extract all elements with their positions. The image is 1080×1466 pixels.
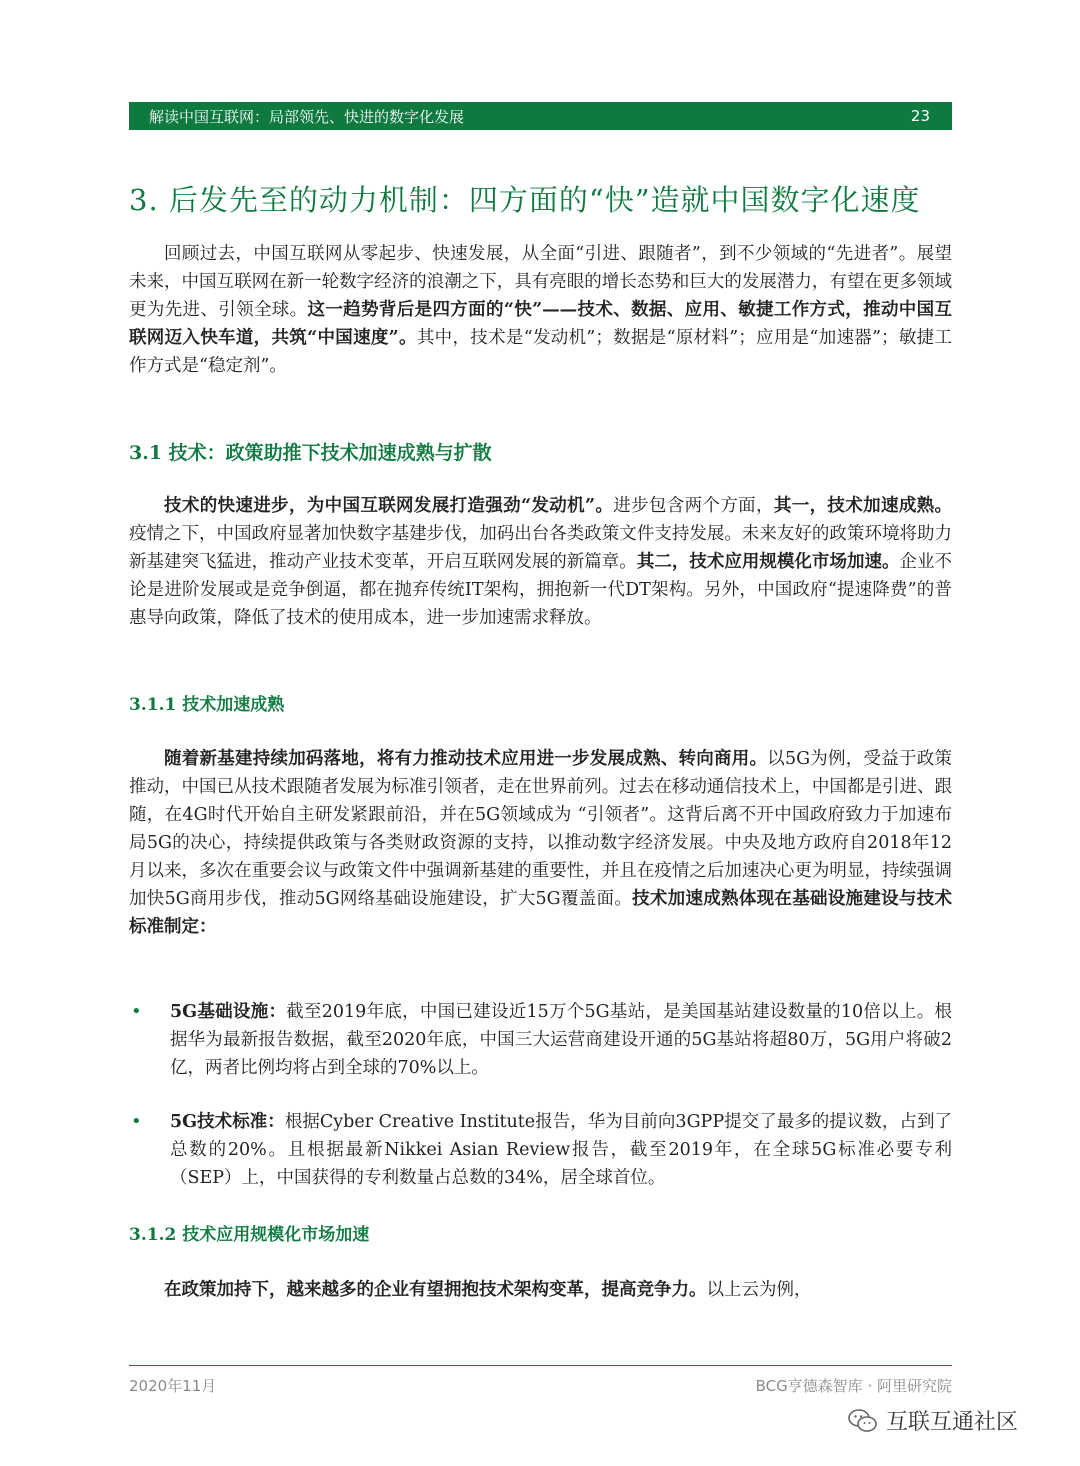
- bullet-icon: •: [131, 1001, 142, 1022]
- section-3-1-1-heading: 3.1.1 技术加速成熟: [129, 695, 285, 715]
- bullet-item: • 5G技术标准：根据Cyber Creative Institute报告，华为目前向3GPP提交了最多的提议数，占到了总数的20%。且根据最新Nikkei Asian Review报告，截至2019年，在全球5G标准必要专利（SEP）上，中国获得的专利数量占总数的34%，居全球首位。: [129, 1108, 952, 1192]
- section-3-1-paragraph: 技术的快速进步，为中国互联网发展打造强劲“发动机”。进步包含两个方面，其一，技术加速成熟。疫情之下，中国政府显著加快数字基建步伐，加码出台各类政策文件支持发展。未来友好的政策环境将助力新基建突飞猛进，推动产业技术变革，开启互联网发展的新篇章。其二，技术应用规模化市场加速。企业不论是进阶发展或是竞争倒逼，都在抛弃传统IT架构，拥抱新一代DT架构。另外，中国政府“提速降费”的普惠导向政策，降低了技术的使用成本，进一步加速需求释放。: [129, 496, 953, 628]
- section-3-1-heading: 3.1 技术：政策助推下技术加速成熟与扩散: [129, 442, 492, 464]
- section-3-1-2-heading: 3.1.2 技术应用规模化市场加速: [129, 1225, 370, 1245]
- footer-divider: [129, 1365, 952, 1366]
- bullet-icon: •: [131, 1111, 142, 1132]
- intro-paragraph: 回顾过去，中国互联网从零起步、快速发展，从全面“引进、跟随者”，到不少领域的“先进者”。展望未来，中国互联网在新一轮数字经济的浪潮之下，具有亮眼的增长态势和巨大的发展潜力，有望在更多领域更为先进、引领全球。这一趋势背后是四方面的“快”——技术、数据、应用、敏捷工作方式，推动中国互联网迈入快车道，共筑“中国速度”。其中，技术是“发动机”；数据是“原材料”；应用是“加速器”；敏捷工作方式是“稳定剂”。: [129, 244, 952, 376]
- footer-source: BCG亨德森智库 · 阿里研究院: [755, 1377, 952, 1395]
- wechat-icon: [848, 1408, 878, 1434]
- chapter-title: 3. 后发先至的动力机制：四方面的“快”造就中国数字化速度: [129, 183, 921, 217]
- section-3-1-1-paragraph: 随着新基建持续加码落地，将有力推动技术应用进一步发展成熟、转向商用。以5G为例，受益于政策推动，中国已从技术跟随者发展为标准引领者，走在世界前列。过去在移动通信技术上，中国都是引进、跟随，在4G时代开始自主研发紧跟前沿，并在5G领域成为 “引领者”。这背后离不开中国政府致力于加速布局5G的决心，持续提供政策与各类财政资源的支持，以推动数字经济发展。中央及地方政府自2018年12月以来，多次在重要会议与政策文件中强调新基建的重要性，并且在疫情之后加速决心更为明显，持续强调加快5G商用步伐，推动5G网络基础设施建设，扩大5G覆盖面。技术加速成熟体现在基础设施建设与技术标准制定：: [129, 749, 952, 937]
- bullet-item: • 5G基础设施：截至2019年底，中国已建设近15万个5G基站，是美国基站建设数量的10倍以上。根据华为最新报告数据，截至2020年底，中国三大运营商建设开通的5G基站将超80万，5G用户将破2亿，两者比例均将占到全球的70%以上。: [129, 998, 952, 1082]
- running-header: [129, 102, 952, 130]
- watermark: [848, 1405, 1018, 1436]
- page-number: 23: [910, 107, 930, 125]
- section-3-1-2-paragraph: 在政策加持下，越来越多的企业有望拥抱技术架构变革，提高竞争力。以上云为例，: [164, 1280, 812, 1300]
- watermark-text: 互联互通社区: [886, 1410, 1019, 1435]
- footer-date: 2020年11月: [129, 1377, 217, 1395]
- header-title: 解读中国互联网：局部领先、快进的数字化发展: [149, 107, 465, 126]
